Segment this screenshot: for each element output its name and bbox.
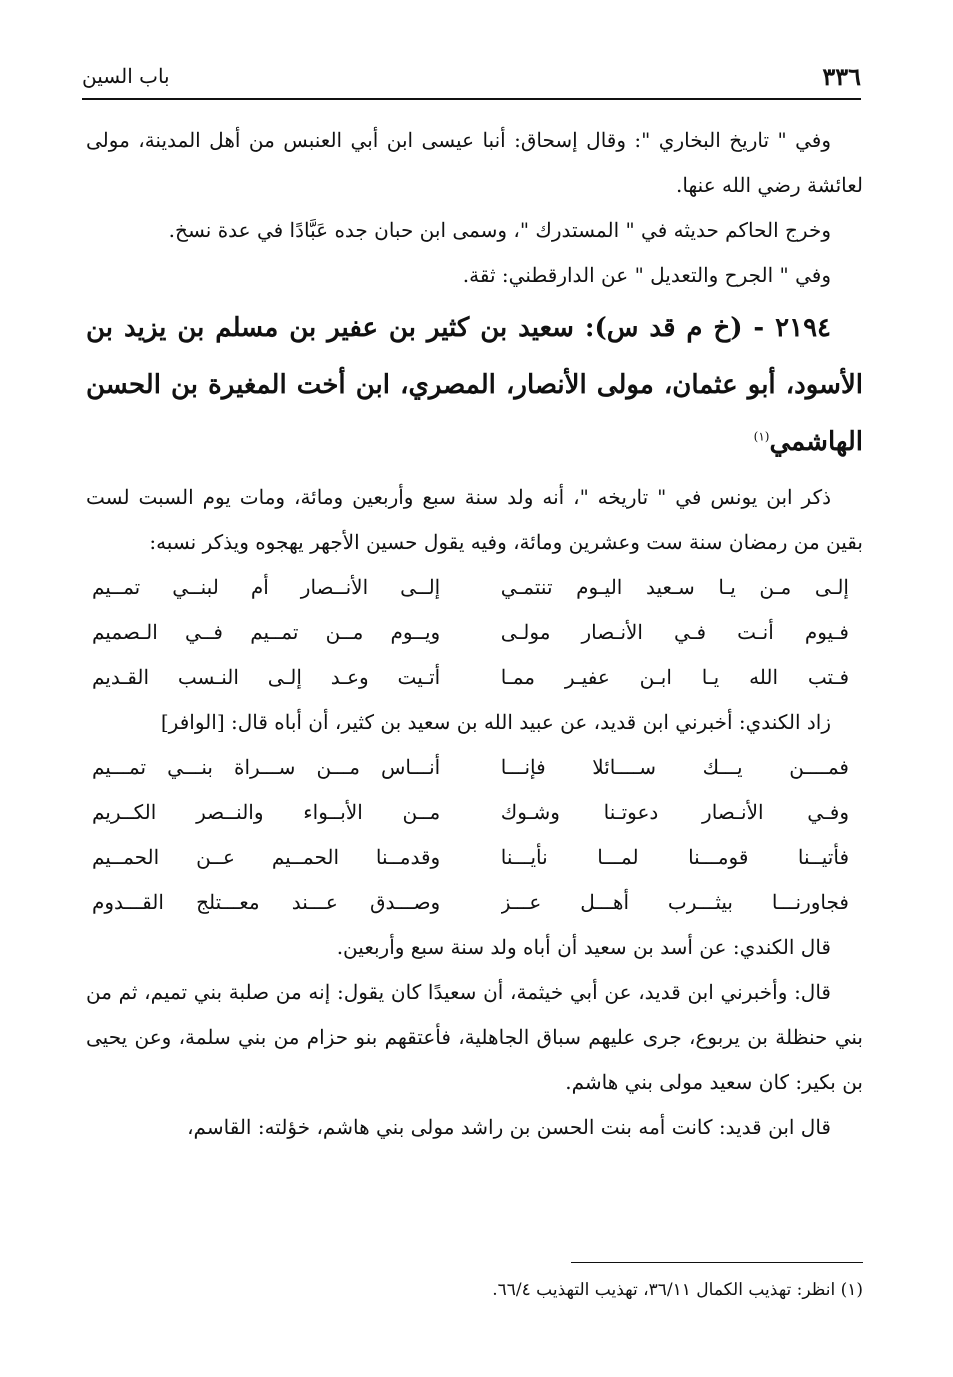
entry-heading-text: ٢١٩٤ - (خ م قد س): سعيد بن كثير بن عفير بن مسلم بن يزيد بن الأسود، أبو عثمان، مولى الأنصار، المصري، ابن أخت المغيرة بن الحسن الهاشمي: [86, 313, 863, 457]
poem-hijaa: [86, 565, 863, 700]
footnotes: [86, 1262, 863, 1305]
paragraph-hakim: وخرج الحاكم حديثه في " المستدرك "، وسمى ابن حبان جده عَبَّادًا في عدة نسخ.: [168, 218, 831, 242]
footnote-divider: [571, 1262, 863, 1263]
page-header: [82, 62, 861, 100]
verse: [86, 565, 863, 610]
page-body: [86, 118, 863, 1150]
poem-wafir: [86, 745, 863, 925]
verse-second-hemistich: وصـــدق عـــند معـــتلج القـــدوم: [92, 890, 441, 914]
verse-first-hemistich: فـيوم أنـت فـي الأنـصار مولـى: [500, 620, 849, 644]
verse-second-hemistich: إلــى الأنــصار أم لبنــي تمــيم: [92, 575, 441, 599]
verse-second-hemistich: وقدمــنا الحمــيم عــن الحمــيم: [92, 845, 441, 869]
verse-second-hemistich: ويــوم مــن تمــيم فــي الـصميم: [92, 620, 441, 644]
paragraph-ibn-yunus: ذكر ابن يونس في " تاريخه "، أنه ولد سنة سبع وأربعين ومائة، ومات يوم السبت لست بقين من رمضان سنة ست وعشرين ومائة، وفيه يقول حسين الأجهر يهجوه ويذكر نسبه:: [86, 485, 863, 554]
entry-heading: [86, 300, 863, 471]
paragraph-kindi: زاد الكندي: أخبرني ابن قديد، عن عبيد الله بن سعيد بن كثير، أن أباه قال: [الوافر]: [160, 710, 831, 734]
paragraph-kindi-asad: قال الكندي: عن أسد بن سعيد أن أباه ولد سنة سبع وأربعين.: [336, 935, 831, 959]
verse: [86, 610, 863, 655]
verse-second-hemistich: أتـيت وعـد إلـى النـسب القـديم: [92, 665, 441, 689]
paragraph-bukhari: وفي " تاريخ البخاري ": وقال إسحاق: أنبا عيسى ابن أبي العنبس من أهل المدينة، مولى لعائشة رضي الله عنها.: [86, 128, 863, 197]
verse: [86, 790, 863, 835]
verse-first-hemistich: فأتيــنا قومـــنا لمـــا نأيـــنا: [500, 845, 849, 869]
running-head: باب السين: [82, 64, 170, 88]
paragraph-ibn-qudayd: قال ابن قديد: كانت أمه بنت الحسن بن راشد مولى بني هاشم، خؤلته: القاسم،: [187, 1115, 831, 1139]
verse-first-hemistich: فجاورنـــا بيثـــرب أهـــل عـــز: [500, 890, 849, 914]
verse-first-hemistich: فمــــن يـــك ســــائلا فإنـــا: [500, 755, 849, 779]
footnote-1: (١) انظر: تهذيب الكمال ٣٦/١١، تهذيب التهذيب ٦٦/٤.: [492, 1280, 863, 1300]
verse: [86, 655, 863, 700]
verse-first-hemistich: إلـى مـن يـا سـعيد اليـوم تنتمـي: [500, 575, 849, 599]
verse: [86, 880, 863, 925]
footnote-ref: (١): [753, 429, 770, 444]
paragraph-jarh: وفي " الجرح والتعديل " عن الدارقطني: ثقة.: [462, 263, 831, 287]
page-number: ٣٣٦: [822, 62, 861, 91]
verse: [86, 745, 863, 790]
verse-second-hemistich: مــن الأبــواء والنــصر الكــريم: [92, 800, 441, 824]
verse: [86, 835, 863, 880]
verse-first-hemistich: وفـي الأنـصار دعوتـنا وشـوك: [500, 800, 849, 824]
paragraph-abi-khaythama: قال: وأخبرني ابن قديد، عن أبي خيثمة، أن سعيدًا كان يقول: إنه من صلبة بني تميم، ثم من بني حنظلة بن يربوع، جرى عليهم سباق الجاهلية، فأعتقهم بنو حزام من بني سلمة، وعن يحيى بن بكير: كان سعيد مولى بني هاشم.: [86, 980, 863, 1094]
verse-first-hemistich: فـتب الله يـا ابـن عفيـر ممـا: [500, 665, 849, 689]
verse-second-hemistich: أنـــاس مـــن ســـراة بنـــي تمـــيم: [92, 755, 441, 779]
